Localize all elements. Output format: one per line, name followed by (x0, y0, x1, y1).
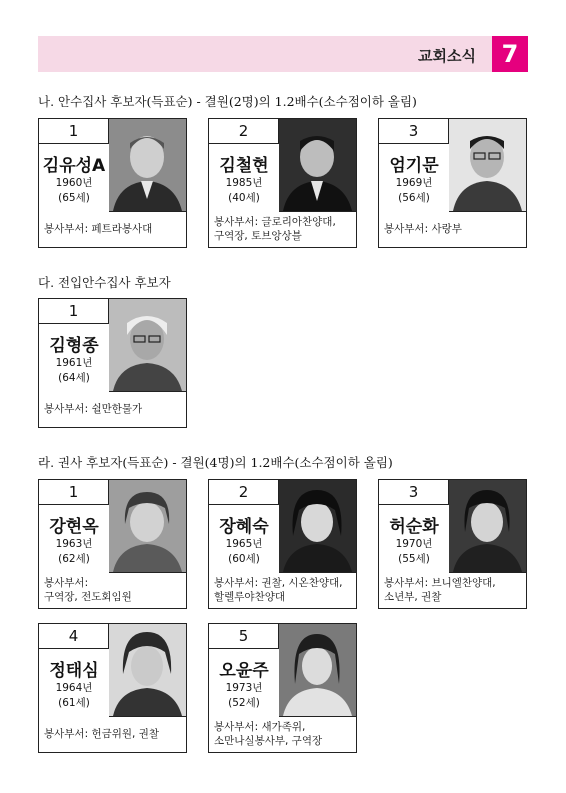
candidate-rank: 1 (39, 299, 109, 324)
candidate-age: (52세) (228, 697, 260, 709)
candidate-age: (65세) (58, 192, 90, 204)
candidate-rank: 3 (379, 480, 449, 505)
candidate-card (208, 479, 357, 609)
candidate-card (38, 118, 187, 248)
candidate-name: 엄기문 (389, 156, 439, 176)
candidate-age: (62세) (58, 553, 90, 565)
candidate-birth-year: 1961년 (55, 357, 93, 369)
candidate-photo (449, 119, 526, 212)
candidate-name: 김철현 (219, 156, 269, 176)
page-number: 7 (492, 36, 528, 72)
candidate-photo (279, 480, 356, 573)
candidate-age: (64세) (58, 372, 90, 384)
candidate-department: 봉사부서: 새가족위, 소만나실봉사부, 구역장 (214, 721, 323, 747)
section-heading-exhorter: 라. 권사 후보자(득표순) - 결원(4명)의 1.2배수(소수점이하 올림) (38, 455, 393, 470)
candidate-photo (279, 624, 356, 717)
candidate-birth-year: 1964년 (55, 682, 93, 694)
candidate-photo (109, 119, 186, 212)
candidate-name: 강현옥 (49, 517, 99, 537)
candidate-card (378, 118, 527, 248)
candidate-photo (109, 299, 186, 392)
page-title: 교회소식 (418, 47, 476, 65)
candidate-department: 봉사부서: 구역장, 전도회임원 (44, 577, 132, 603)
candidate-rank: 5 (209, 624, 279, 649)
section-heading-deacon: 나. 안수집사 후보자(득표순) - 결원(2명)의 1.2배수(소수점이하 올림) (38, 94, 417, 109)
candidate-department: 봉사부서: 헌금위원, 권찰 (44, 728, 159, 740)
candidate-name: 장혜숙 (219, 517, 269, 537)
candidate-rank: 3 (379, 119, 449, 144)
candidate-card (38, 623, 187, 753)
section-heading-transfer-deacon: 다. 전입안수집사 후보자 (38, 275, 171, 290)
candidate-card (208, 623, 357, 753)
candidate-age: (60세) (228, 553, 260, 565)
candidate-birth-year: 1963년 (55, 538, 93, 550)
candidate-name: 김유성A (42, 156, 106, 176)
candidate-department: 봉사부서: 쉴만한물가 (44, 403, 143, 415)
candidate-card (38, 298, 187, 428)
candidate-age: (56세) (398, 192, 430, 204)
candidate-age: (55세) (398, 553, 430, 565)
candidate-photo (109, 624, 186, 717)
candidate-name: 오윤주 (219, 661, 269, 681)
candidate-birth-year: 1973년 (225, 682, 263, 694)
candidate-department: 봉사부서: 브니엘찬양대, 소년부, 권찰 (384, 577, 496, 603)
candidate-birth-year: 1969년 (395, 177, 433, 189)
candidate-rank: 1 (39, 119, 109, 144)
candidate-name: 김형종 (49, 336, 99, 356)
candidate-birth-year: 1970년 (395, 538, 433, 550)
candidate-department: 봉사부서: 권찰, 시온찬양대, 할렐루야찬양대 (214, 577, 343, 603)
candidate-card (38, 479, 187, 609)
candidate-name: 정태심 (49, 661, 99, 681)
candidate-rank: 2 (209, 480, 279, 505)
page-header (38, 36, 528, 72)
candidate-name: 허순화 (389, 517, 439, 537)
candidate-birth-year: 1960년 (55, 177, 93, 189)
candidate-rank: 1 (39, 480, 109, 505)
candidate-department: 봉사부서: 글로리아찬양대, 구역장, 토브앙상블 (214, 216, 336, 242)
candidate-birth-year: 1965년 (225, 538, 263, 550)
candidate-rank: 2 (209, 119, 279, 144)
candidate-department: 봉사부서: 사랑부 (384, 223, 462, 235)
candidate-age: (40세) (228, 192, 260, 204)
candidate-photo (449, 480, 526, 573)
candidate-card (208, 118, 357, 248)
candidate-age: (61세) (58, 697, 90, 709)
candidate-birth-year: 1985년 (225, 177, 263, 189)
candidate-photo (109, 480, 186, 573)
candidate-photo (279, 119, 356, 212)
candidate-card (378, 479, 527, 609)
candidate-rank: 4 (39, 624, 109, 649)
candidate-department: 봉사부서: 페트라봉사대 (44, 223, 153, 235)
